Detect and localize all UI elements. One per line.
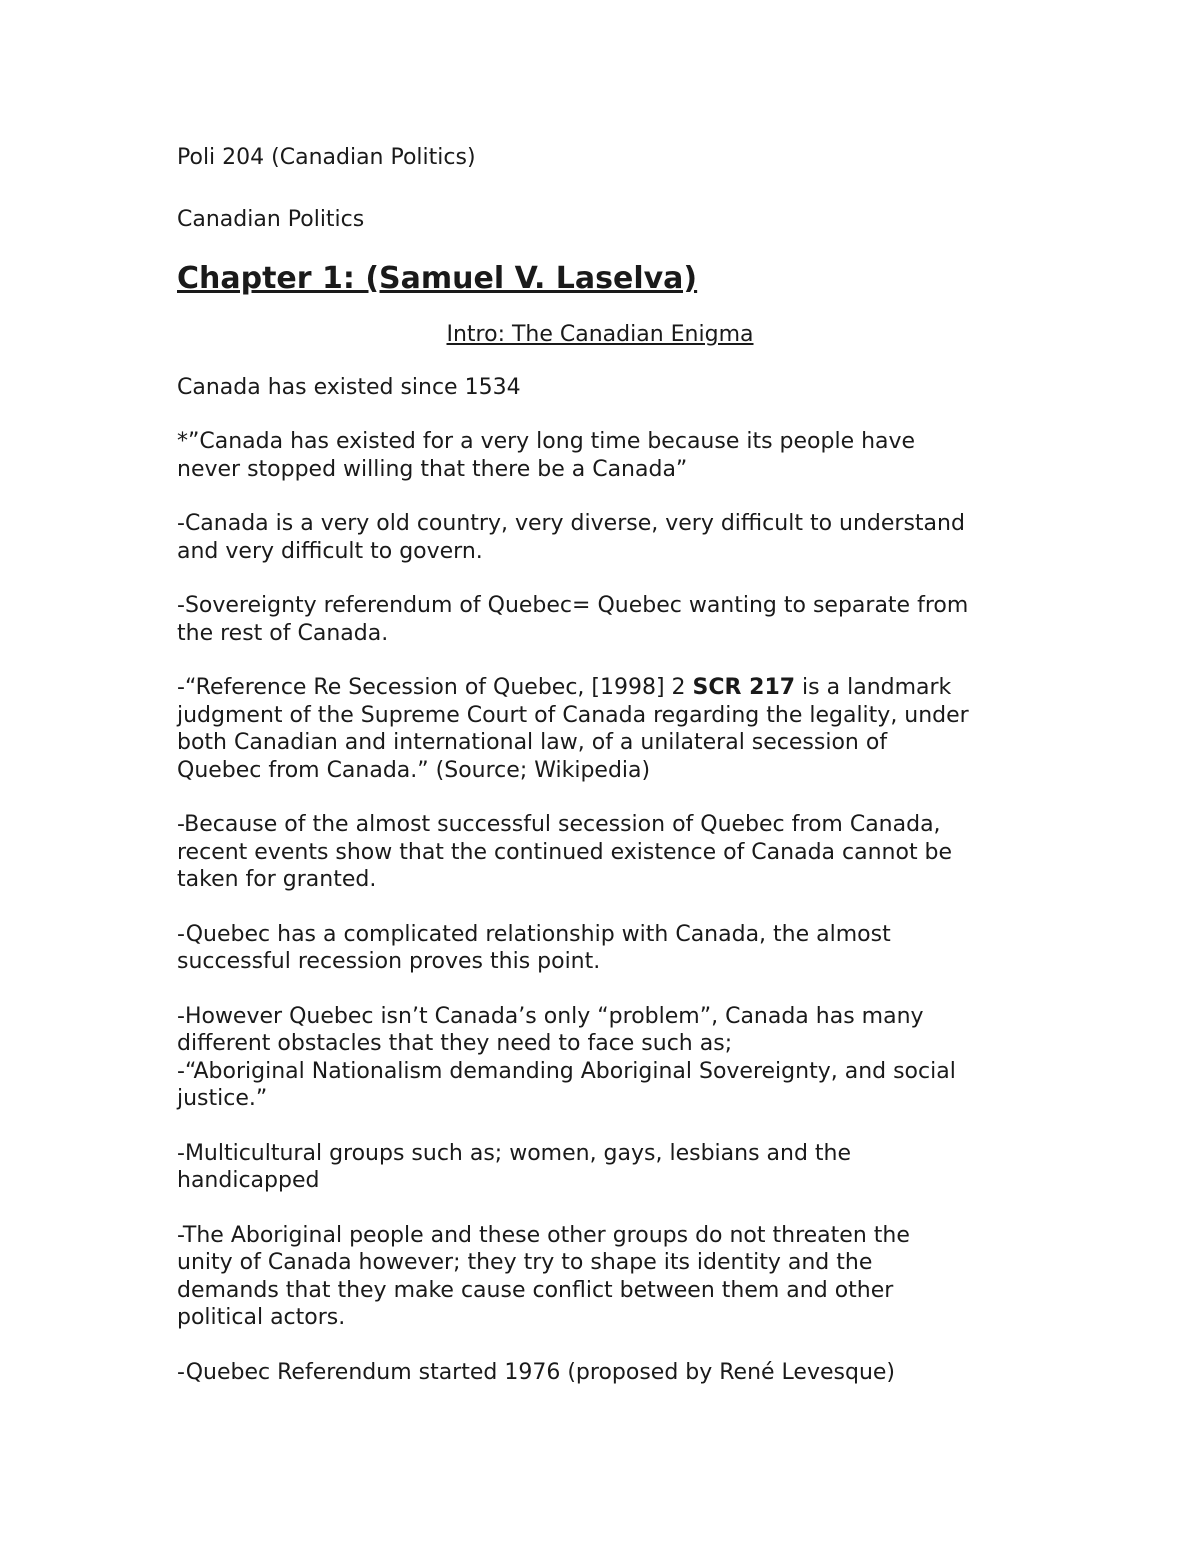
paragraph-complicated-relationship	[177, 921, 1037, 976]
text-line: -Multicultural groups such as; women, gays, lesbians and the	[177, 1140, 852, 1166]
chapter-heading: Chapter 1: (Samuel V. Laselva)	[177, 261, 698, 296]
section-heading: Intro: The Canadian Enigma	[446, 322, 754, 347]
paragraph-quote-willing	[177, 428, 1037, 483]
text-line: taken for granted.	[177, 867, 377, 892]
text-run: -“Reference Re Secession of Quebec, [1998] 2	[177, 675, 693, 700]
citation-bold: SCR 217	[692, 675, 796, 700]
text-line: political actors.	[177, 1305, 346, 1330]
text-line: judgment of the Supreme Court of Canada regarding the legality, under	[177, 702, 969, 728]
paragraph-sovereignty-referendum	[177, 592, 1037, 647]
text-line: -Because of the almost successful secession of Quebec from Canada,	[177, 812, 941, 837]
text-line: -Quebec Referendum started 1976 (proposed by René Levesque)	[177, 1359, 896, 1385]
paragraph-almost-successful	[177, 811, 1037, 894]
paragraph-obstacles	[177, 1003, 1037, 1058]
text-line: Quebec from Canada.” (Source; Wikipedia)	[177, 757, 651, 783]
paragraph-identity	[177, 1222, 1037, 1332]
text-line: -Quebec has a complicated relationship with Canada, the almost	[177, 921, 891, 947]
text-line: -However Quebec isn’t Canada’s only “problem”, Canada has many	[177, 1003, 924, 1029]
text-line: -Canada is a very old country, very diverse, very difficult to understand	[177, 511, 965, 536]
paragraph-founding	[177, 374, 1037, 402]
paragraph-aboriginal-nationalism	[177, 1058, 1037, 1113]
text-run: is a landmark	[795, 675, 952, 700]
text-line: -“Aboriginal Nationalism demanding Aboriginal Sovereignty, and social	[177, 1058, 956, 1084]
paragraph-referendum-1976	[177, 1359, 1037, 1387]
text-line: different obstacles that they need to face such as;	[177, 1031, 733, 1056]
text-line: never stopped willing that there be a Canada”	[177, 456, 688, 482]
text-line: -The Aboriginal people and these other groups do not threaten the	[177, 1222, 910, 1248]
document-page	[177, 140, 1037, 1386]
text-line: -Sovereignty referendum of Quebec= Quebec wanting to separate from	[177, 593, 969, 618]
paragraph-reference-secession	[177, 674, 1037, 784]
text-line: demands that they make cause conflict between them and other	[177, 1277, 894, 1303]
text-line: recent events show that the continued existence of Canada cannot be	[177, 839, 953, 865]
text-line: handicapped	[177, 1168, 320, 1193]
text-line: the rest of Canada.	[177, 620, 389, 646]
text-line: Canada has existed since 1534	[177, 374, 521, 400]
document-subtitle: Canadian Politics	[177, 206, 365, 232]
paragraph-old-country	[177, 510, 1037, 565]
text-line: unity of Canada however; they try to shape its identity and the	[177, 1250, 873, 1275]
text-line: justice.”	[177, 1086, 268, 1111]
text-line: *”Canada has existed for a very long time because its people have	[177, 429, 916, 454]
text-line: successful recession proves this point.	[177, 949, 601, 974]
paragraph-multicultural-groups	[177, 1140, 1037, 1195]
text-line: both Canadian and international law, of a unilateral secession of	[177, 730, 888, 755]
course-title: Poli 204 (Canadian Politics)	[177, 145, 476, 170]
text-line	[177, 674, 1037, 702]
text-line: and very difficult to govern.	[177, 538, 483, 564]
